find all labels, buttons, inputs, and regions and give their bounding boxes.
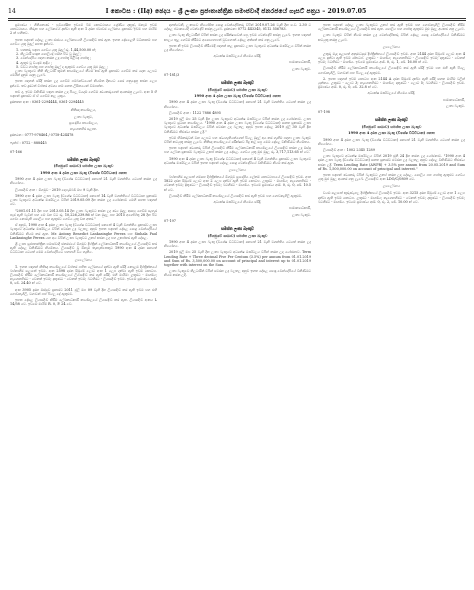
signature-line: සාමාන්‍යාධිකාරී, [288,60,311,65]
paragraph: ඉඩම් හිමිකරුවන් වන ලෙසට සහ ණයගැතියන්ගෙන් සියලු මුදල් අය කර ගැනීම සඳහා ලංකා බැංකුව විසින් කටයුතු කරනු ලැබේ. නීතිඥ කාර්යාලයේ පරීක්ෂාව සිදු කළ පසු මෙම දේපළ විකිණීමට නියමිතය. [164,135,311,145]
header-rule [8,18,466,21]
paragraph: වයඹ පළාතේ කුරුණෑගල දිස්ත්‍රික්කයේ ලියාපදිංචි ඉඩම. අංක 3215 දරන පිඹුරේ ලොට් අංක 1 ලෙස දක්වා ඇති ඉඩම් කොටස. උතුරට - මාර්ගය; නැගෙනහිරට - වෙනත් ඉඩම; දකුණට - ලියාපදිංචි ඉඩම; බටහිරට - මාර්ගය. ඉඩමේ ප්‍රමාණය ආර්. 0, රූ. 2, පර්. 10.00 ක් වේ. [318,191,465,204]
notice-title: සමස්ත ලංකා බැංකුව [375,117,408,123]
column-3 [318,23,465,581]
signature-line: සාමාන්‍යාධිකාරී, [288,206,311,211]
list-item: 1. සහකරු සඳහා ගෙවිය යුතු මුදල් රු. 1,44,500.00 ක්; [16,48,97,53]
signature-line: ලංකා බැංකුව, [74,114,93,119]
schedule-heading: උපලේඛනය [228,168,247,173]
paragraph: 2019 ජූලි මස 25 වැනි දින ලංකා බැංකුවේ අධ්‍යක්ෂ මණ්ඩලය විසින් කරන ලද යෝජනාව. ලංකා බැංකුවේ ප්‍රධාන කාර්යාලය. "1990 අංක 4 දරන ලංකා බැංකු (විශේෂ විධිවිධාන) පනත ප්‍රකාරව ලංකා බැංකුවේ අධ්‍යක්ෂ මණ්ඩලය විසින් පවරන ලද බලතල අනුව ඉහත දේපළ 2019 ජූලි 30 වැනි දින විකිණීමට තීරණය කරන ලදී." [164,117,311,134]
notice-subtitle: 1990 අංක 4 දරන ලංකා බැංකු (විශේෂ විධිවිධාන) පනත [194,94,281,99]
notice-title: සමස්ත ලංකා බැංකුව [221,225,254,231]
paragraph: දාහත්වෙනි, ලංකාවේ නියෝජිත පොදු වෙන්දේසිකරු විසින් 2019.07.26 වැනි දින ප.ව. 2.30 ට දේපළ ස්ථානයේදී වෙන්දේසි කරනු ලැබේ. දුරකථන: 0772 443345, 0112 556783. [164,23,311,32]
paragraph: ලියාපදිංචි අංක : මීගමුව - 2019 දෙසැම්බර් මස 9 වැනි දින. [15,187,99,192]
paragraph: 1990 අංක 4 දරන ලංකා බැංකු (විශේෂ විධිවිධාන) පනතේ 21 වැනි වගන්තිය යටතේ කරන ලද නියෝගය. [10,177,157,186]
paragraph: 2. ඉහත සඳහන් ඉඩම් කොටස අංක 2144 A දරන පිඹුරේ දක්වා ඇති පරිදි පහත මායිම් වලින් යුක්තය. උතුරට - ලොට් 3; නැගෙනහිරට - මාර්ගය; දකුණට - ලොට් 5; බටහිරට - ලියාපදිංචි ඉඩම. ප්‍රමාණය ආර්. 0, රූ. 0, පර්. 32.8 ක් වේ. [318,76,465,90]
signature-line: ලංකා බැංකුව. [292,212,311,217]
paragraph: ලංකා බැංකුවේ නිලධාරීන් විසින් පවරන ලද බලතල අනුව ඉහත දේපළ පොදු වෙන්දේසියේ විකිණීමට නියම කරන ලදී. [164,269,311,278]
paragraph: 2019 ජූලි මස 25 වැනි දින ලංකා බැංකුවේ අධ්‍යක්ෂ මණ්ඩලය විසින් කරන ලද යෝජනාව. Term Lending Rate + Three decimal Five Per Centum (3.5%) per annum from 01.01.2019 and Sum of Rs. 3,500,000.00 on account of principal and interest up to 01.01.2019 together with interest on the Sum. [164,250,311,267]
paragraph: ලංකා බැංකු නිලධාරීන් විසින් කරන ලද පරීක්ෂාවෙන් පසු ඉඩම වෙන්දේසි කරනු ලැබේ. ඉහත සඳහන් කාලය තුළ ගෙවීම් කිරීමට අපොහොසත් වුවහොත් දේපළ අත්පත් කර ගනු ලැබේ. [164,33,311,42]
schedule-heading: උපලේඛනය [382,184,401,189]
schedule-heading: උපලේඛනය [74,257,93,262]
reference-number: ෆැක්ස් : 0712 - 888445 [10,141,47,146]
paragraph: බස්නාහිර පළාතේ ගම්පහ දිස්ත්‍රික්කයේ මීගමුව ප්‍රාදේශීය ලේකම් කොට්ඨාසයේ ලියාපදිංචි ඉඩම. අංක 1822 දරන පිඹුරේ ලොට් අංක 2 ලෙස දක්වා ඇති ඉඩම් කොටස. උතුරට - මාර්ගය; නැගෙනහිරට - වෙනත් ඉඩම; දකුණට - ලියාපදිංචි ඉඩම; බටහිරට - මාර්ගය. ඉඩමේ ප්‍රමාණය ආර්. 0, රූ. 0, පර්. 10.5 ක් වේ. [164,175,311,192]
signature-line: ලංකා බැංකුව. [292,66,311,71]
paragraph: 1990 අංක 4 දරන ලංකා බැංකු (විශේෂ විධිවිධාන) පනතේ 14 වැනි වගන්තියේ විධිවිධාන ප්‍රකාරව ලංකා බැංකුවේ අධ්‍යක්ෂ මණ්ඩලය විසින් 2019.05.09 දින කරන ලද යෝජනාව මෙහි පහත සඳහන් වේ. [10,193,157,207]
paragraph: ලියාපදිංචි කිරීම් ලේඛකාධිකාරී කාර්යාලයේ ලියාපදිංචි කර ඇති පරිදි ඉඩම සහ එහි ඇති සියලු ගොඩනැගිලි, වගාවන් සහ සියලු දේ ඇතුළුව. [318,66,465,75]
notice-title: සමස්ත ලංකා බැංකුව [221,80,254,86]
paragraph: ලංකා බැංකුවේ අධ්‍යක්ෂ මණ්ඩලය විසින් 2019 ජූනි 24 දින කරන ලද යෝජනාව. "1990 අංක 4 දරන ලංකා බැංකු (විශේෂ විධිවිධාන) පනත ප්‍රකාරව පවරන ලද බලතල අනුව දේපළ විකිණීමට තීරණය කරන ලදී. Term Lending Rate (AWPR) + 3.5% per annum from 20.05.2019 and Sum of Rs. 1,500,000.00 on account of principal and interest." [318,154,465,171]
reference-number: දුරකථන : 0777-978464 / 0718-424478 [10,133,74,138]
notice-subtitle: 1990 අංක 4 දරන ලංකා බැංකු (විශේෂ විධිවිධාන) පනත [348,131,435,136]
paragraph: ලියාපදිංචි කිරීම් ලේඛකාධිකාරී කාර්යාලයේ ලියාපදිංචි කර ඇති ඉඩම සහ ගොඩනැගිලි ඇතුළුව. [169,193,303,198]
reference-number: 07-197 [164,218,176,223]
paragraph: උතුරු මැද පළාතේ අනුරාධපුර දිස්ත්‍රික්කයේ ලියාපදිංචි ඉඩම. අංක 2144 දරන පිඹුරේ ලොට් අංක 4 ලෙස දක්වා ඇති ඉඩම් කොටස. උතුරට - මාර්ගය; නැගෙනහිරට - ලියාපදිංචි ඉඩම; දකුණට - වෙනත් ඉඩම; බටහිරට - මාර්ගය. ඉඩමේ ප්‍රමාණය ආර්. 0, රූ. 1, පර්. 16.00 ක් වේ. [318,51,465,65]
paragraph: ලංකා බැංකුවේ නීති නිලධාරී තුමන් කාර්යාලයේ නියම කර ඇති ප්‍රකාරව ගෙවීම් කර දෙන ලෙසට මෙයින් දැනුම් දෙනු ලැබේ. [10,69,157,78]
paragraph: ඒ අනුව, 1990 අංක 4 දරන ලංකා බැංකු (විශේෂ විධිවිධාන) පනතේ 4 වැනි වගන්තිය ප්‍රකාරව ලංකා බැංකුවේ අධ්‍යක්ෂ මණ්ඩලය විසින් පවරන ලද බලතල අනුව ඉහත සඳහන් දේපළ පොදු වෙන්දේසියේ විකිණීමට නියම කර ඇත. Mr. Antony Benedict Lankasinghe Perera සහ Sinhala Paul Lankasinghe Perera යන අය විසින් ලංකා බැංකුවට උකස් කරන ලද සහ උකස්කර ඇති දේපළ. [10,223,157,240]
paragraph: ඉහත සඳහන් දේපළ ලංකා රාජ්‍යය ලේඛනයෙහි ලියාපදිංචි කර ඇත. ඉහත දේපළෙහි වටිනාකම සහ ගෙවිය යුතු මුදල් පහත දැක්වේ. [10,37,157,46]
notice-subtitle: (මීගමුවේ ශාඛාව) සමස්ත ලංකා බැංකුව [207,87,268,92]
signature-line: අධ්‍යක්ෂ මණ්ඩලයේ නියමය පරිදි, [213,54,262,59]
page-number: 14 [8,8,16,15]
list-item: 4. ඇතුළු වූ වියදම් ආදිය ; [16,60,53,65]
paragraph: 1990 අංක 4 දරන ලංකා බැංකු (විශේෂ විධිවිධාන) පනතේ 21 වැනි වගන්තිය යටතේ කරන ලද නියෝගය. [164,239,311,249]
notice-subtitle: (මීගමුවේ ශාඛාව) සමස්ත ලංකා බැංකුව [207,233,268,238]
paragraph: ඉහත සඳහන් පරිදි කරන ලද ගෙවීම් සම්බන්ධයෙන් නියමිත දිනයට පෙර ගනුදෙනු කරන ලෙස දැන්වේ. තව දුරටත් විස්තර අවශ්‍ය නම් පහත ලිපිනයෙන් විමසන්න. [10,79,157,88]
reference-number: 07-181/3 [164,72,180,77]
paragraph: අංක 3905 දරන ඔප්පුව ප්‍රකාරව 2011 ජූලි මස 09 වැනි දින ලියාපදිංචි කර ඇති ඉඩම සහ එහි ගොඩනැගිලි, වගාවන් සහ සියලු දේ ඇතුළුව. [10,287,157,296]
paragraph: 1. ඉහත සඳහන් නීතිඥ කාර්යාලයේ විස්තර සහිත ලේඛනයේ දක්වා ඇති පරිදි කොළඹ දිස්ත්‍රික්කයේ බස්නාහිර පළාතේ ඉඩම. අංක 2598 දරන පිඹුරේ ලොට් අංක 1 ලෙස දක්වා ඇති ඉඩම් කොටස. ලියාපදිංචි කිරීම් ලේඛකාධිකාරී කාර්යාලයේ ලියාපදිංචි කර ඇති පරිදි. එහි මායිම්: උතුරට - මාර්ගය; නැගෙනහිරට - වෙනත් ඉඩම; දකුණට - වෙනත් ඉඩම; බටහිරට - ලියාපදිංචි ඉඩම. ඉඩමේ ප්‍රමාණය ආර්. 0, පර්. 24.40 ක් වේ. [10,264,157,286]
paragraph: ලියාපදිංචි අංක : 1002 2345 1289 [323,148,375,153]
signature-line: නැගෙනහිර පළාත. [70,127,97,132]
paragraph: ශ්‍රී ලංකා ප්‍රජාතාන්ත්‍රික සමාජවාදී ජනරජයේ මීගමුව දිස්ත්‍රික් ලේඛකාධිකාරී කාර්යාලයේ ලියාපදිංචි කර ඇති දේපළ විකිණීමට නියමිතය. ලියාපදිංචි වූ ඕනෑම තැනැත්තෙකුට 1990 අංක 4 දරන පනතේ විධිවිධාන යටතේ මෙම වෙන්දේසියට සහභාගී විය හැකිය. [10,241,157,255]
column-1 [10,23,157,581]
reference-number: දුරකතන අංක : 0361-2294444, 0361-2294445 [10,100,84,105]
paragraph: 1990 අංක 4 දරන ලංකා බැංකු (විශේෂ විධිවිධාන) පනතේ 4 වැනි වගන්තිය ප්‍රකාරව ලංකා බැංකුවේ අධ්‍යක්ෂ මණ්ඩලය විසින් ඉහත සඳහන් දේපළ පොදු වෙන්දේසියේ විකිණීමට නියම කර ඇත. [164,156,311,165]
paragraph: ඉහත දේපළ ලියාපදිංචි කිරීම් ලේඛකාධිකාරී කාර්යාලයේ ලියාපදිංචි කර ඇත. ලියාපදිංචි අංකය L 14/58 වේ. ඉඩමේ මායිම් R. 0, P. 24 වේ. [10,297,157,307]
page-header [8,6,466,17]
page-title: I කොටස : (IIඅ) ඡෙදය – ශ්‍රී ලංකා ප්‍රජාතාන්ත්‍රික සමාජවාදී ජනරජයේ ගැසට් පත්‍රය – 2019.07.05 [105,7,367,15]
reference-number: 07-198 [318,110,330,115]
list-item: 2. නිලධාරී පාදක පොලියද සමඟ සිට වූ මුදල් ; [16,52,82,57]
signature-line: ප්‍රාදේශීය කාර්යාලය, [69,120,98,125]
paragraph: 1990 අංක 4 දරන ලංකා බැංකු (විශේෂ විධිවිධාන) පනතේ 21 වැනි වගන්තිය යටතේ කරන ලද නියෝගය. [164,100,311,109]
list-item: 5. විවිධ ගාස්තු සහ ගාස්තු මුදල් ද ඇතුළුව ගෙවිය යුතු මුළු මුදල ; [16,64,108,69]
signature-line: අධ්‍යක්ෂ මණ්ඩලයේ නියමය පරිදි, [367,91,416,96]
schedule-heading: උපලේඛනය [382,44,401,49]
notice-subtitle: (මීගමුවේ ශාඛාව) සමස්ත ලංකා බැංකුව [53,164,114,169]
paragraph: ලංකා බැංකුව විසින් නියම කරන ලද වෙන්දේසිකරු විසින් දේපළ පොදු වෙන්දේසියේ විකිණීමට කටයුතු කරනු ලැබේ. [318,33,465,42]
list-item: 3. වෙන්දේසිය සඳහා කරන ලද ගාස්තු පිළිබඳ ගාස්තු ; [16,56,92,61]
notice-title: සමස්ත ලංකා බැංකුව [67,156,100,162]
paragraph: "2001.01.11 දින සහ 2013.05.14 දින ලංකා බැංකුවට කරන ලද ණය මුදල ආපසු ගෙවීම පැහැර හැර ඇති බැවින් සහ මේ වන විට රු. 10,226,239.86 ක් වන මුදල සහ 2015 අගෝස්තු 28 දින සිට ගෙවා නොමැති පොලිය සහ ඇතුළුව ගෙවිය යුතු වන අතර." [10,208,157,221]
signature-line: සාමාන්‍යාධිකාරී, [442,97,465,102]
paragraph: ලියාපදිංචි අංක : 1122 7886 4895 [169,110,221,115]
reference-number: 07-166 [10,149,22,154]
signature-line: අධ්‍යක්ෂ මණ්ඩලයේ නියමය පරිදි, [213,200,262,205]
notice-subtitle: 1990 අංක 4 දරන ලංකා බැංකු (විශේෂ විධිවිධාන) පනත [40,170,127,175]
paragraph: ඉහත සඳහන් ණයකරු විසින් ලියාපදිංචි කිරීම් ලේඛකාධිකාරී කාර්යාලයේ ලියාපදිංචි කරන ලද ඔප්පු සහ ලේඛන ප්‍රකාරව බැංකුවට උකස් කරන ලද දේපළ. ගෙවිය යුතු මුළු මුදල රු. 3,717,113.65 ක් වේ. [164,146,311,155]
paragraph: ඉහත කී ඉඩම ලියාපදිංචි කිරීමේදී සඳහන් කළ ප්‍රකාරව ලංකා බැංකුවේ අධ්‍යක්ෂ මණ්ඩලය විසින් කරන ලද නියෝගය. [164,43,311,53]
paragraph: තව ද, ඉඩම විකිණීම සඳහා කරන ලද සියලු වියදම් ගෙවීම ණයකරුගෙන් අයකරනු ලැබේ. අංක 5 හි සඳහන් ප්‍රකාරව ඒ ඒ ගෙවීම් කළ යුතුය. [10,89,157,99]
column-2 [164,23,311,581]
paragraph: ප්‍රමාණය : ගිනිකොණ - සුවිශේෂිත ඉඩමේ බිම් කොට්ඨාශය ශ්‍රේණිය දකුණු ඕනෑම ඉඩම් කොට්ඨාශය. නිරුත සහ ලේඛනයේ දක්වා ඇති අංක 1 දරන ස්ථාවර ලේඛනය ප්‍රකාරව ඉඩම් සහ මායිම් 2 ක් සහිතව. [10,23,157,36]
notice-subtitle: (මීගමුවේ ශාඛාව) සමස්ත ලංකා බැංකුව [361,124,422,129]
signature-line: නීතිඥ කාර්යාලය, [70,108,97,113]
signature-line: ලංකා බැංකුව. [446,103,465,108]
paragraph: ඉහත සඳහන් ණයකරු විසින් බැංකුවට උකස් කරන ලද දේපළ. පොලිය සහ ගාස්තු ඇතුළුව ගෙවිය යුතු මුළු මුදල අයකර ගනු ලැබේ. ලියාපදිංචි අංක LDO/C/0809 වේ. [318,173,465,182]
paragraph: 1990 අංක 4 දරන ලංකා බැංකු (විශේෂ විධිවිධාන) පනතේ 21 වැනි වගන්තිය යටතේ කරන ලද නියෝගය. [318,137,465,146]
paragraph: ඉහත සඳහන් දේපළ ලංකා බැංකුවට උකස් කර ඇති ඉඩම් සහ ගොඩනැගිලි ලියාපදිංචි කිරීම් ලේඛකාධිකාරී කාර්යාලයේ ලියාපදිංචි කර ඇත. පොලිය සහ ගාස්තු ඇතුළුව මුළු මුදල අයකර ගනු ලැබේ. [318,23,465,32]
